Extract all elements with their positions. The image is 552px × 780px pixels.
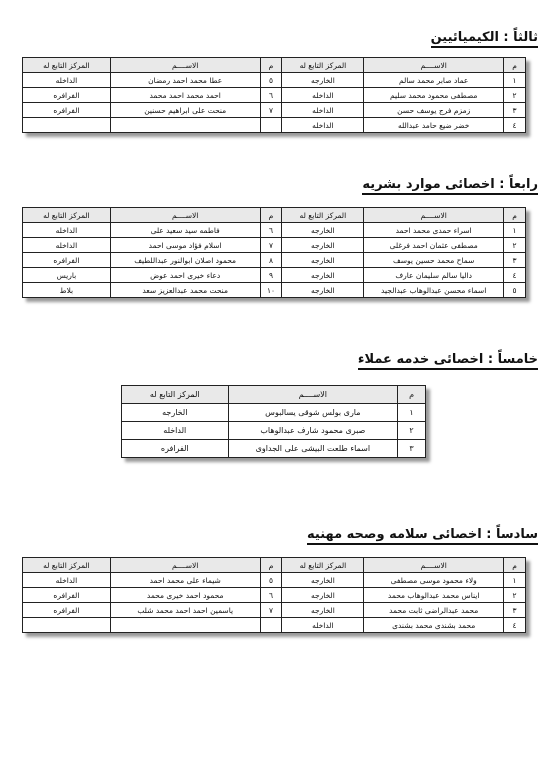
column-header-num: م	[504, 208, 526, 223]
column-header-num: م	[504, 58, 526, 73]
section-title-customer-service: خامساً : اخصائى خدمه عملاء	[358, 352, 538, 370]
cell-num: ٢	[504, 588, 526, 603]
cell-num: ٧	[260, 103, 282, 118]
table-row	[23, 588, 526, 603]
cell-center: الداخله	[23, 238, 111, 253]
table-row	[23, 283, 526, 298]
cell-center: الخارجه	[282, 283, 364, 298]
cell-center: الداخله	[282, 103, 364, 118]
cell-center: الخارجه	[282, 253, 364, 268]
cell-num: ١	[504, 573, 526, 588]
cell-center: الفرافره	[122, 440, 229, 458]
cell-center: الداخله	[23, 573, 111, 588]
cell-num: ٥	[260, 573, 282, 588]
cell-name: اسماء طلعت البيشى على الجداوى	[228, 440, 398, 458]
cell-center: الخارجه	[282, 223, 364, 238]
cell-center: الخارجه	[282, 573, 364, 588]
cell-num: ٥	[504, 283, 526, 298]
cell-center: الخارجه	[282, 73, 364, 88]
cell-center: الخارجه	[282, 268, 364, 283]
column-header-num: م	[504, 558, 526, 573]
section-title-chemists: ثالثاً : الكيميائيين	[431, 30, 538, 48]
cell-center	[23, 118, 111, 133]
cell-center: الداخله	[282, 88, 364, 103]
cell-num: ٤	[504, 118, 526, 133]
cell-center: بلاط	[23, 283, 111, 298]
cell-name: مصطفى محمود محمد سليم	[364, 88, 504, 103]
cell-num: ٣	[504, 103, 526, 118]
cell-num: ٣	[504, 253, 526, 268]
cell-center: الداخله	[122, 422, 229, 440]
cell-num: ٤	[504, 268, 526, 283]
cell-name: منحت على ابراهيم حسنين	[110, 103, 260, 118]
chemists-table	[22, 57, 526, 133]
cell-num	[260, 118, 282, 133]
table-row	[23, 238, 526, 253]
column-header-name: الاســــم	[228, 386, 398, 404]
cell-name: دعاء خيرى احمد عوض	[110, 268, 260, 283]
cell-name: شيماء على محمد احمد	[110, 573, 260, 588]
table-row	[23, 253, 526, 268]
cell-name: ايناس محمد عبدالوهاب محمد	[364, 588, 504, 603]
table-row	[23, 603, 526, 618]
cell-name: ياسمين احمد احمد محمد شلب	[110, 603, 260, 618]
section-title-occupational-safety: سادساً : اخصائى سلامه وصحه مهنيه	[307, 527, 538, 545]
cell-num: ١	[398, 404, 426, 422]
cell-num: ٩	[260, 268, 282, 283]
cell-center: باريس	[23, 268, 111, 283]
cell-name: عطا محمد احمد رمضان	[110, 73, 260, 88]
column-header-num: م	[260, 58, 282, 73]
cell-name: منحت محمد عبدالعزيز سعد	[110, 283, 260, 298]
table-row	[23, 103, 526, 118]
cell-center: الداخله	[282, 118, 364, 133]
column-header-num: م	[260, 558, 282, 573]
cell-name: محمد بشندى محمد بشندى	[364, 618, 504, 633]
cell-name: اسلام فؤاد موسى احمد	[110, 238, 260, 253]
column-header-name: الاســــم	[364, 58, 504, 73]
cell-num: ١٠	[260, 283, 282, 298]
cell-num: ٨	[260, 253, 282, 268]
cell-num: ٢	[504, 88, 526, 103]
cell-name	[110, 618, 260, 633]
cell-name: داليا سالم سليمان عارف	[364, 268, 504, 283]
cell-name: احمد محمد احمد محمد	[110, 88, 260, 103]
column-header-center: المركز التابع له	[282, 58, 364, 73]
column-header-center: المركز التابع له	[282, 558, 364, 573]
cell-name: خضر ضيع حامد عبدالله	[364, 118, 504, 133]
column-header-center: المركز التابع له	[122, 386, 229, 404]
cell-name: مارى بولس شوقى يسالبوس	[228, 404, 398, 422]
cell-name: اسماء محسن عبدالوهاب عبدالجيد	[364, 283, 504, 298]
column-header-center: المركز التابع له	[23, 208, 111, 223]
column-header-name: الاســــم	[364, 208, 504, 223]
cell-num	[260, 618, 282, 633]
cell-num: ١	[504, 223, 526, 238]
cell-name: محمود اصلان ابوالنور عبداللطيف	[110, 253, 260, 268]
cell-center	[23, 618, 111, 633]
cell-name: سماح محمد حسين يوسف	[364, 253, 504, 268]
column-header-name: الاســــم	[364, 558, 504, 573]
cell-num: ٦	[260, 223, 282, 238]
cell-num: ١	[504, 73, 526, 88]
column-header-name: الاســــم	[110, 208, 260, 223]
cell-center: الخارجه	[282, 588, 364, 603]
cell-name: عماد صابر محمد سالم	[364, 73, 504, 88]
table-row	[23, 268, 526, 283]
occupational-safety-table	[22, 557, 526, 633]
cell-center: الفرافره	[23, 603, 111, 618]
cell-name: محمود احمد خيرى محمد	[110, 588, 260, 603]
table-row	[122, 422, 426, 440]
cell-center: الداخله	[282, 618, 364, 633]
column-header-num: م	[260, 208, 282, 223]
cell-center: الفرافره	[23, 103, 111, 118]
table-row	[23, 573, 526, 588]
table-row	[23, 618, 526, 633]
column-header-name: الاســــم	[110, 58, 260, 73]
table-row	[23, 88, 526, 103]
cell-num: ٤	[504, 618, 526, 633]
cell-name	[110, 118, 260, 133]
column-header-center: المركز التابع له	[23, 58, 111, 73]
column-header-center: المركز التابع له	[23, 558, 111, 573]
cell-center: الفرافره	[23, 253, 111, 268]
cell-name: زمزم فرج يوسف حسن	[364, 103, 504, 118]
column-header-name: الاســــم	[110, 558, 260, 573]
cell-name: محمد عبدالراضى ثابت محمد	[364, 603, 504, 618]
cell-num: ٦	[260, 88, 282, 103]
column-header-center: المركز التابع له	[282, 208, 364, 223]
cell-num: ٢	[504, 238, 526, 253]
cell-name: فاطمه سيد سعيد على	[110, 223, 260, 238]
cell-num: ٧	[260, 238, 282, 253]
section-title-hr: رابعاً : اخصائى موارد بشريه	[362, 177, 538, 195]
cell-num: ٧	[260, 603, 282, 618]
cell-center: الفرافره	[23, 588, 111, 603]
cell-center: الخارجه	[282, 238, 364, 253]
cell-num: ٢	[398, 422, 426, 440]
cell-center: الفرافره	[23, 88, 111, 103]
cell-name: صبرى محمود شارف عبدالوهاب	[228, 422, 398, 440]
cell-num: ٣	[504, 603, 526, 618]
table-row	[122, 404, 426, 422]
table-row	[23, 118, 526, 133]
table-row	[23, 73, 526, 88]
cell-center: الخارجه	[122, 404, 229, 422]
hr-specialist-table	[22, 207, 526, 298]
table-row	[23, 223, 526, 238]
cell-name: ولاء محمود موسى مصطفى	[364, 573, 504, 588]
cell-num: ٥	[260, 73, 282, 88]
cell-name: مصطفى عثمان احمد فرغلى	[364, 238, 504, 253]
cell-num: ٦	[260, 588, 282, 603]
column-header-num: م	[398, 386, 426, 404]
cell-center: الداخله	[23, 73, 111, 88]
table-row	[122, 440, 426, 458]
cell-center: الخارجه	[282, 603, 364, 618]
cell-center: الداخله	[23, 223, 111, 238]
cell-name: اسراء حمدى محمد احمد	[364, 223, 504, 238]
cell-num: ٣	[398, 440, 426, 458]
customer-service-table	[121, 385, 426, 458]
